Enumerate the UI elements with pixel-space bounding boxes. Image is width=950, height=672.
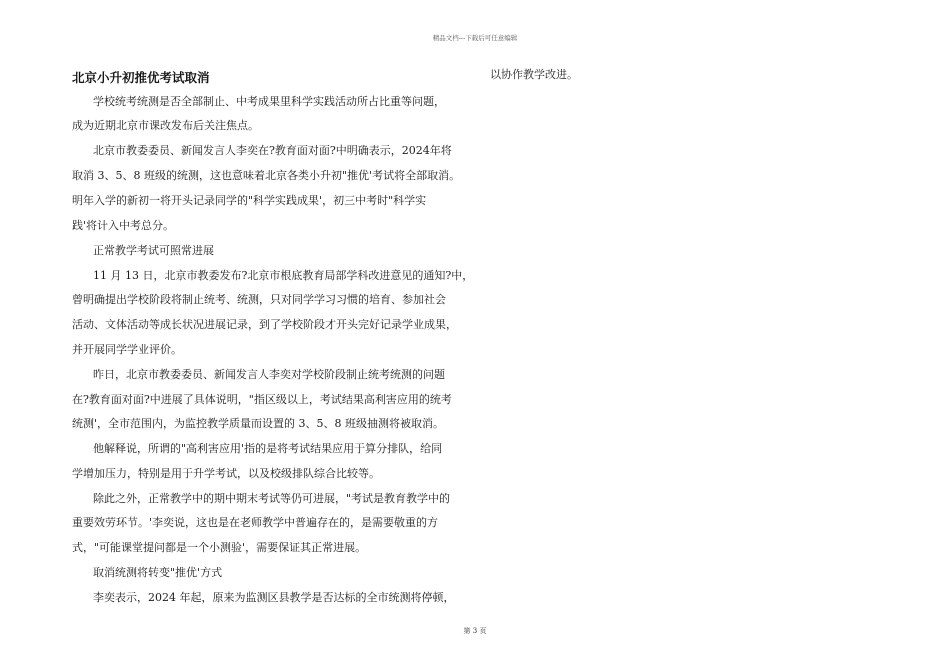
paragraph-line: 明年入学的新初一将开头记录同学的"科学实践成果'，初三中考时"科学实 <box>72 194 427 207</box>
paragraph-line: 11 月 13 日，北京市教委发布?北京市根底教育局部学科改进意见的通知?中， <box>93 269 474 282</box>
paragraph-line: 成为近期北京市课改发布后关注焦点。 <box>72 119 259 132</box>
paragraph-line: 重要效劳环节。'李奕说，这也是在老师教学中普遍存在的，是需要敬重的方 <box>72 516 439 529</box>
paragraph-line: 式，"可能课堂提问都是一个小测验'，需要保证其正常进展。 <box>72 541 367 554</box>
paragraph-line: 曾明确提出学校阶段将制止统考、统测，只对同学学习习惯的培育、参加社会 <box>72 293 446 306</box>
article-title: 北京小升初推优考试取消 <box>72 70 210 85</box>
paragraph-line: 统测'，全市范围内，为监控教学质量而设置的 3、5、8 班级抽测将被取消。 <box>72 417 445 430</box>
paragraph-line: 活动、文体活动等成长状况进展记录，到了学校阶段才开头完好记录学业成果， <box>72 318 457 331</box>
paragraph-line: 取消 3、5、8 班级的统测，这也意味着北京各类小升初"推优'考试将全部取消。 <box>72 169 461 182</box>
page-number: 第 3 页 <box>463 627 487 635</box>
paragraph-line: 李奕表示，2024 年起，原来为监测区县教学是否达标的全市统测将停顿， <box>93 591 455 604</box>
paragraph-line: 他解释说，所谓的"高利害应用'指的是将考试结果应用于算分排队，给同 <box>93 442 443 455</box>
paragraph-line: 在?教育面对面?中进展了具体说明，"指区级以上，考试结果高利害应用的统考 <box>72 393 452 406</box>
paragraph-line: 学增加压力，特别是用于升学考试，以及校级排队综合比较等。 <box>72 467 380 480</box>
paragraph-line: 北京市教委委员、新闻发言人李奕在?教育面对面?中明确表示，2024年将 <box>93 144 452 157</box>
paragraph-line: 践'将计入中考总分。 <box>72 219 175 232</box>
section-heading: 正常教学考试可照常进展 <box>93 244 214 257</box>
paragraph-line: 并开展同学学业评价。 <box>72 343 182 356</box>
paragraph-line: 学校统考统测是否全部制止、中考成果里科学实践活动所占比重等问题， <box>93 95 445 108</box>
section-heading: 取消统测将转变"推优'方式 <box>93 566 223 579</box>
page-header-note: 精品文档---下载后可任意编辑 <box>432 34 518 42</box>
right-column-text: 以协作教学改进。 <box>490 68 578 81</box>
paragraph-line: 除此之外，正常教学中的期中期末考试等仍可进展，"考试是教育教学中的 <box>93 492 451 505</box>
paragraph-line: 昨日，北京市教委委员、新闻发言人李奕对学校阶段制止统考统测的问题 <box>93 368 445 381</box>
